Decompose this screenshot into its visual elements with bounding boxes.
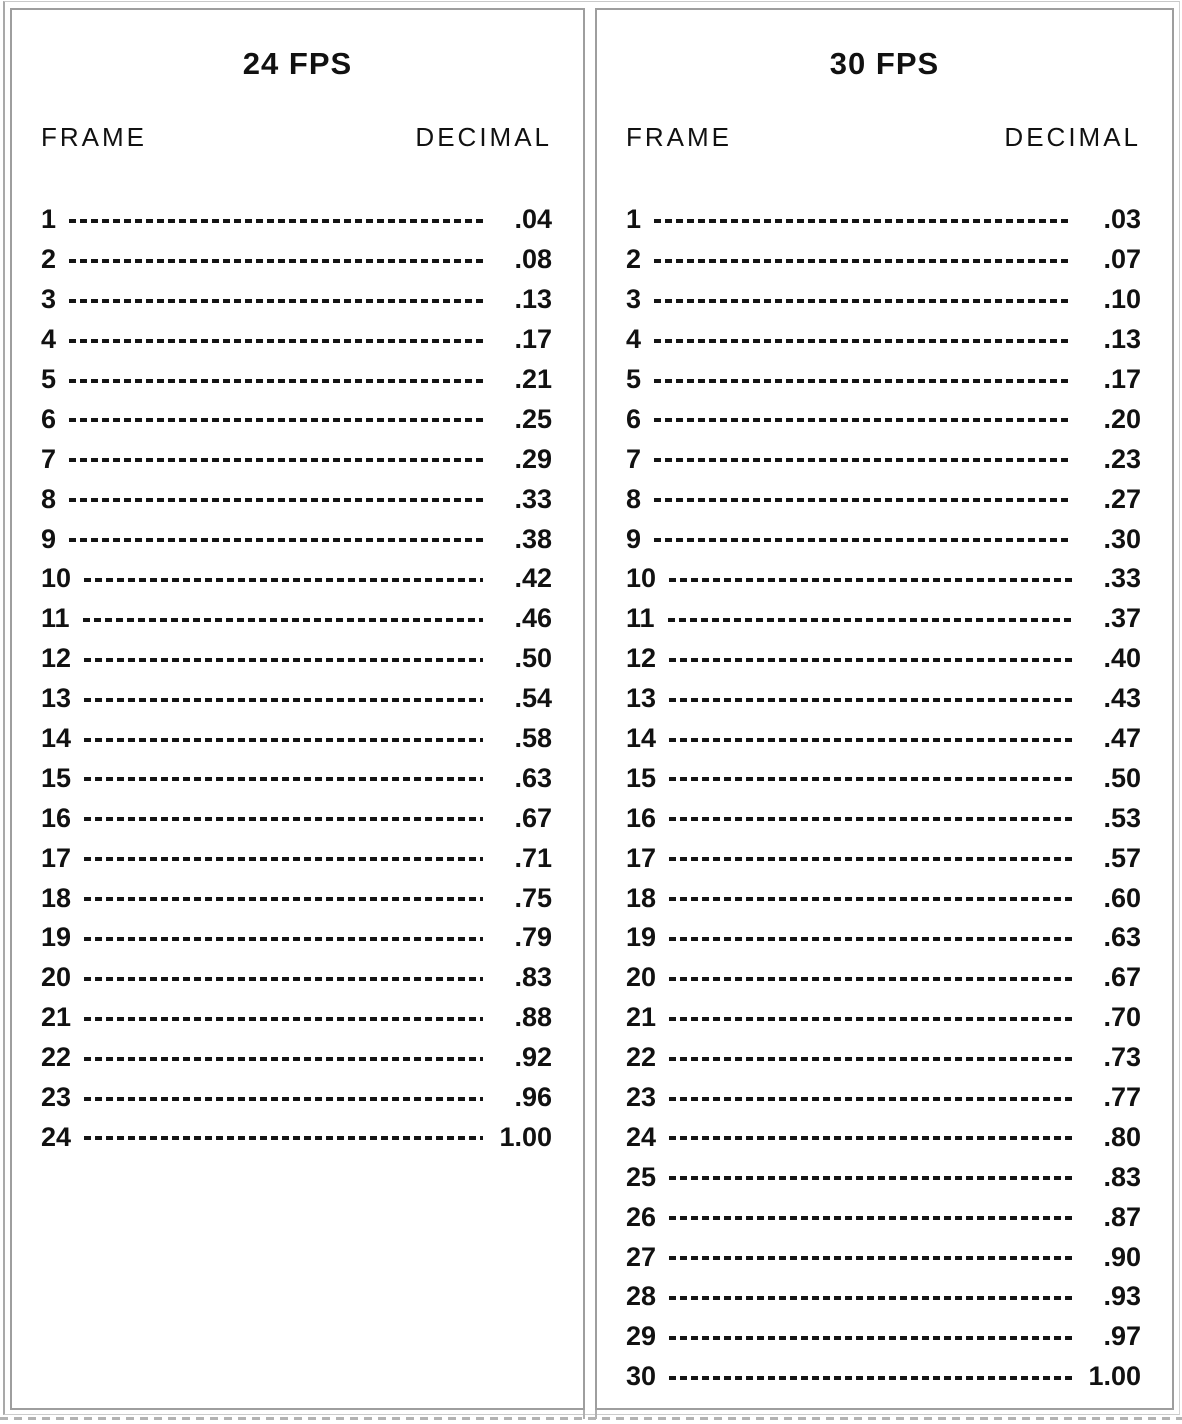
table-row <box>41 679 552 719</box>
frame-number: 22 <box>41 1042 72 1073</box>
frame-number: 29 <box>626 1321 657 1352</box>
frame-number: 18 <box>41 882 72 913</box>
frame-number: 3 <box>41 284 57 315</box>
panel-title-30fps: 30 FPS <box>829 46 940 81</box>
frame-number: 22 <box>626 1042 657 1073</box>
decimal-column-header: DECIMAL <box>415 122 552 152</box>
table-row <box>626 360 1141 400</box>
frame-column-header: FRAME <box>626 122 732 152</box>
frame-number: 5 <box>41 364 57 394</box>
decimal-value: .90 <box>1103 1241 1141 1272</box>
frame-number: 23 <box>41 1082 72 1113</box>
frame-number: 28 <box>626 1281 657 1312</box>
dash-leader-line <box>669 857 1072 861</box>
table-row <box>626 758 1141 798</box>
frame-number: 14 <box>41 723 72 754</box>
table-row <box>626 1357 1141 1397</box>
table-row <box>626 399 1141 439</box>
decimal-value: 1.00 <box>499 1121 552 1152</box>
table-row <box>41 838 552 878</box>
dash-leader-line <box>69 418 483 422</box>
frame-number: 1 <box>626 204 642 235</box>
table-row <box>41 399 552 439</box>
decimal-value: .38 <box>514 523 552 554</box>
dash-leader-line <box>669 1097 1072 1101</box>
frame-number: 25 <box>626 1161 657 1192</box>
decimal-value: .29 <box>514 443 552 474</box>
table-row <box>41 719 552 759</box>
frame-number: 15 <box>41 762 72 793</box>
dash-leader-line <box>84 1017 483 1021</box>
table-row <box>626 439 1141 479</box>
frame-number: 6 <box>41 403 57 434</box>
dash-leader-line <box>669 897 1072 901</box>
table-row <box>41 519 552 559</box>
frame-number: 4 <box>41 324 57 355</box>
decimal-column-header: DECIMAL <box>1004 122 1141 152</box>
frame-number: 8 <box>626 483 642 514</box>
table-row <box>626 200 1141 240</box>
panel-30fps <box>595 8 1174 1410</box>
decimal-value: .25 <box>514 403 552 434</box>
frame-number: 10 <box>626 563 657 594</box>
dash-leader-line <box>669 658 1072 662</box>
decimal-value: .50 <box>514 643 552 674</box>
table-row <box>626 240 1141 280</box>
frame-number: 21 <box>626 1002 657 1033</box>
dash-leader-line <box>69 339 483 343</box>
frame-number: 16 <box>41 802 72 833</box>
table-row <box>626 878 1141 918</box>
dash-leader-line <box>654 538 1072 542</box>
dash-leader-line <box>654 379 1072 383</box>
dash-leader-line <box>84 1136 483 1140</box>
table-row <box>41 918 552 958</box>
table-row <box>626 559 1141 599</box>
dash-leader-line <box>669 1136 1072 1140</box>
frame-number: 9 <box>41 523 57 554</box>
decimal-value: .83 <box>1103 1161 1141 1192</box>
dash-leader-line <box>84 1097 483 1101</box>
decimal-value: .20 <box>1103 403 1141 434</box>
table-row <box>41 639 552 679</box>
panel-title-24fps: 24 FPS <box>242 46 353 81</box>
frame-number: 17 <box>626 842 657 873</box>
frame-number: 7 <box>41 443 57 474</box>
dash-leader-line <box>654 219 1072 223</box>
table-row <box>41 320 552 360</box>
frame-number: 12 <box>626 643 657 674</box>
decimal-value: .67 <box>1103 962 1141 993</box>
dash-leader-line <box>69 498 483 502</box>
dash-leader-line <box>654 418 1072 422</box>
frame-number: 1 <box>41 204 57 235</box>
frame-number: 13 <box>41 683 72 714</box>
dash-leader-line <box>84 937 483 941</box>
dash-leader-line <box>654 339 1072 343</box>
frame-number: 3 <box>626 284 642 315</box>
decimal-value: .23 <box>1103 443 1141 474</box>
decimal-value: .04 <box>514 204 552 235</box>
cut-line <box>0 1417 1182 1420</box>
frame-number: 17 <box>41 842 72 873</box>
dash-leader-line <box>669 817 1072 821</box>
dash-leader-line <box>84 977 483 981</box>
dash-leader-line <box>654 259 1072 263</box>
frame-number: 14 <box>626 723 657 754</box>
decimal-value: .83 <box>514 962 552 993</box>
table-row <box>41 439 552 479</box>
table-row <box>626 479 1141 519</box>
decimal-value: .17 <box>514 324 552 355</box>
dash-leader-line <box>669 937 1072 941</box>
frame-number: 19 <box>626 922 657 953</box>
frame-number: 30 <box>626 1361 657 1392</box>
dash-leader-line <box>69 299 483 303</box>
dash-leader-line <box>84 738 483 742</box>
frame-number: 13 <box>626 683 657 714</box>
frame-number: 23 <box>626 1082 657 1113</box>
decimal-value: .58 <box>514 723 552 754</box>
decimal-value: .71 <box>514 842 552 873</box>
dash-leader-line <box>83 618 483 622</box>
conversion-rows-24fps <box>41 200 552 1157</box>
dash-leader-line <box>69 379 483 383</box>
table-row <box>41 758 552 798</box>
decimal-value: .21 <box>514 364 552 394</box>
decimal-value: .27 <box>1103 483 1141 514</box>
frame-number: 6 <box>626 403 642 434</box>
dash-leader-line <box>654 458 1072 462</box>
dash-leader-line <box>668 618 1072 622</box>
table-row <box>41 280 552 320</box>
dash-leader-line <box>84 857 483 861</box>
table-row <box>626 1237 1141 1277</box>
decimal-value: .43 <box>1103 683 1141 714</box>
decimal-value: .77 <box>1103 1082 1141 1113</box>
frame-number: 26 <box>626 1201 657 1232</box>
conversion-rows-30fps <box>626 200 1141 1397</box>
dash-leader-line <box>84 698 483 702</box>
table-row <box>626 1277 1141 1317</box>
table-row <box>626 719 1141 759</box>
frame-number: 19 <box>41 922 72 953</box>
decimal-value: .40 <box>1103 643 1141 674</box>
frame-number: 18 <box>626 882 657 913</box>
dash-leader-line <box>669 777 1072 781</box>
frame-number: 16 <box>626 802 657 833</box>
table-row <box>41 200 552 240</box>
dash-leader-line <box>654 299 1072 303</box>
table-row <box>41 998 552 1038</box>
frame-number: 20 <box>41 962 72 993</box>
table-row <box>626 1038 1141 1078</box>
table-row <box>41 1117 552 1157</box>
table-row <box>626 280 1141 320</box>
decimal-value: .67 <box>514 802 552 833</box>
frame-number: 11 <box>626 603 655 634</box>
table-row <box>41 479 552 519</box>
decimal-value: .50 <box>1103 762 1141 793</box>
dash-leader-line <box>69 458 483 462</box>
frame-column-header: FRAME <box>41 122 147 152</box>
table-row <box>626 639 1141 679</box>
decimal-value: .33 <box>514 483 552 514</box>
decimal-value: .33 <box>1103 563 1141 594</box>
frame-number: 8 <box>41 483 57 514</box>
table-row <box>41 798 552 838</box>
table-row <box>626 599 1141 639</box>
frame-number: 7 <box>626 443 642 474</box>
decimal-value: .13 <box>514 284 552 315</box>
dash-leader-line <box>669 977 1072 981</box>
decimal-value: .07 <box>1103 244 1141 275</box>
decimal-value: .93 <box>1103 1281 1141 1312</box>
table-row <box>626 1197 1141 1237</box>
dash-leader-line <box>669 738 1072 742</box>
frame-number: 27 <box>626 1241 657 1272</box>
frame-number: 4 <box>626 324 642 355</box>
dash-leader-line <box>669 1057 1072 1061</box>
table-row <box>626 998 1141 1038</box>
frame-number: 15 <box>626 762 657 793</box>
table-row <box>41 1078 552 1118</box>
dash-leader-line <box>669 1376 1072 1380</box>
dash-leader-line <box>669 1336 1072 1340</box>
dash-leader-line <box>669 1176 1072 1180</box>
decimal-value: .57 <box>1103 842 1141 873</box>
table-row <box>626 1157 1141 1197</box>
table-row <box>626 1117 1141 1157</box>
dash-leader-line <box>669 1216 1072 1220</box>
decimal-value: .70 <box>1103 1002 1141 1033</box>
decimal-value: .30 <box>1103 523 1141 554</box>
frame-number: 21 <box>41 1002 72 1033</box>
panel-24fps <box>10 8 585 1410</box>
frame-number: 24 <box>626 1121 657 1152</box>
table-row <box>626 918 1141 958</box>
dash-leader-line <box>654 498 1072 502</box>
dash-leader-line <box>84 658 483 662</box>
frame-number: 20 <box>626 962 657 993</box>
decimal-value: .79 <box>514 922 552 953</box>
decimal-value: .54 <box>514 683 552 714</box>
frame-number: 11 <box>41 603 70 634</box>
frame-number: 2 <box>41 244 57 275</box>
dash-leader-line <box>669 578 1072 582</box>
decimal-value: .13 <box>1103 324 1141 355</box>
table-row <box>41 878 552 918</box>
dash-leader-line <box>669 698 1072 702</box>
frame-number: 24 <box>41 1121 72 1152</box>
decimal-value: .88 <box>514 1002 552 1033</box>
table-row <box>626 1078 1141 1118</box>
decimal-value: .63 <box>1103 922 1141 953</box>
decimal-value: .42 <box>514 563 552 594</box>
decimal-value: .63 <box>514 762 552 793</box>
decimal-value: .46 <box>514 603 552 634</box>
table-row <box>41 599 552 639</box>
column-headers <box>41 122 552 153</box>
dash-leader-line <box>69 538 483 542</box>
decimal-value: .47 <box>1103 723 1141 754</box>
decimal-value: .03 <box>1103 204 1141 235</box>
dash-leader-line <box>69 259 483 263</box>
dash-leader-line <box>84 578 483 582</box>
column-headers <box>626 122 1141 153</box>
decimal-value: .97 <box>1103 1321 1141 1352</box>
table-row <box>41 559 552 599</box>
dash-leader-line <box>84 1057 483 1061</box>
table-row <box>626 798 1141 838</box>
frame-number: 10 <box>41 563 72 594</box>
dash-leader-line <box>84 817 483 821</box>
decimal-value: .60 <box>1103 882 1141 913</box>
dash-leader-line <box>669 1296 1072 1300</box>
decimal-value: 1.00 <box>1088 1361 1141 1392</box>
decimal-value: .37 <box>1103 603 1141 634</box>
table-row <box>626 679 1141 719</box>
frame-number: 9 <box>626 523 642 554</box>
dash-leader-line <box>84 777 483 781</box>
table-row <box>41 360 552 400</box>
decimal-value: .10 <box>1103 284 1141 315</box>
table-row <box>41 1038 552 1078</box>
table-row <box>626 1317 1141 1357</box>
table-row <box>626 320 1141 360</box>
table-row <box>41 958 552 998</box>
decimal-value: .92 <box>514 1042 552 1073</box>
decimal-value: .73 <box>1103 1042 1141 1073</box>
dash-leader-line <box>669 1017 1072 1021</box>
dash-leader-line <box>69 219 483 223</box>
dash-leader-line <box>669 1256 1072 1260</box>
decimal-value: .96 <box>514 1082 552 1113</box>
decimal-value: .80 <box>1103 1121 1141 1152</box>
decimal-value: .17 <box>1103 364 1141 394</box>
frame-number: 5 <box>626 364 642 394</box>
frame-number: 2 <box>626 244 642 275</box>
decimal-value: .08 <box>514 244 552 275</box>
table-row <box>41 240 552 280</box>
table-row <box>626 519 1141 559</box>
table-row <box>626 838 1141 878</box>
frame-number: 12 <box>41 643 72 674</box>
decimal-value: .75 <box>514 882 552 913</box>
dash-leader-line <box>84 897 483 901</box>
decimal-value: .53 <box>1103 802 1141 833</box>
table-row <box>626 958 1141 998</box>
decimal-value: .87 <box>1103 1201 1141 1232</box>
